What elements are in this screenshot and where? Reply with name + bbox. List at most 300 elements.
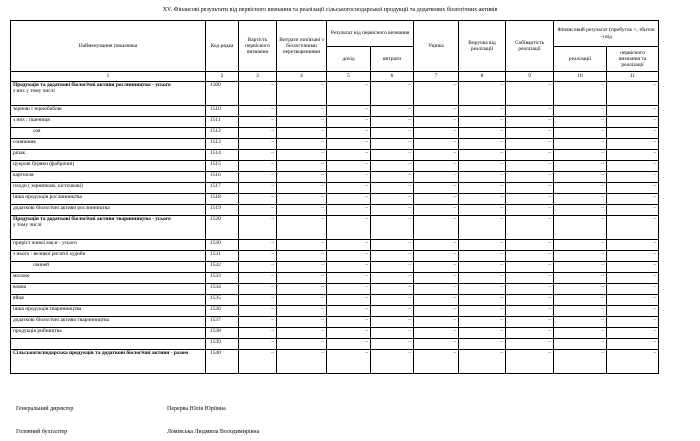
row-value: – (506, 251, 554, 262)
row-code: 1512 (206, 128, 239, 139)
row-value: – (459, 106, 506, 117)
row-value: – (371, 284, 414, 295)
row-value: – (371, 295, 414, 306)
row-value: – (554, 240, 607, 251)
row-value: – (554, 284, 607, 295)
column-number: 11 (607, 72, 659, 82)
row-value: – (371, 339, 414, 350)
header-result: Результат від первісного визнання (327, 21, 414, 47)
row-value: – (277, 251, 327, 262)
row-name (11, 205, 206, 216)
row-value: – (371, 306, 414, 317)
row-value: – (371, 205, 414, 216)
row-value: – (459, 117, 506, 128)
row-code: 1510 (206, 106, 239, 117)
table-row (11, 194, 659, 205)
row-value: – (371, 262, 414, 273)
row-value: – (414, 205, 459, 216)
row-value: – (554, 216, 607, 240)
row-code: 1536 (206, 306, 239, 317)
row-value: – (459, 82, 506, 106)
row-value: – (414, 284, 459, 295)
row-value: – (554, 139, 607, 150)
row-value: – (327, 328, 371, 339)
row-value: – (327, 339, 371, 350)
row-code: 1539 (206, 339, 239, 350)
row-name-text: соя (33, 128, 41, 134)
row-value: – (506, 128, 554, 139)
row-value: – (327, 240, 371, 251)
row-value: – (414, 251, 459, 262)
column-number: 3 (239, 72, 277, 82)
row-value: – (554, 117, 607, 128)
row-value: – (239, 284, 277, 295)
row-value: – (554, 306, 607, 317)
row-value: – (414, 295, 459, 306)
row-value: – (327, 106, 371, 117)
row-name-text: приріст живої маси - усього (13, 240, 77, 246)
financial-results-table (10, 20, 659, 374)
row-name-text: Продукція та додаткові біологічні активи тваринництва - усього (13, 216, 171, 222)
column-number: 7 (414, 72, 459, 82)
row-value: – (371, 350, 414, 374)
row-value: – (414, 128, 459, 139)
table-row (11, 284, 659, 295)
column-number: 10 (554, 72, 607, 82)
row-value: – (327, 128, 371, 139)
row-code: 1534 (206, 284, 239, 295)
row-value: – (414, 106, 459, 117)
table-row (11, 350, 659, 374)
row-value: – (506, 183, 554, 194)
row-value: – (554, 328, 607, 339)
row-value: – (371, 328, 414, 339)
row-value: – (459, 262, 506, 273)
table-row (11, 216, 659, 240)
row-value: – (239, 317, 277, 328)
row-value: – (607, 350, 659, 374)
row-value: – (239, 106, 277, 117)
row-value: – (239, 82, 277, 106)
row-value: – (277, 306, 327, 317)
row-name (11, 317, 206, 328)
row-value: – (506, 339, 554, 350)
table-row (11, 328, 659, 339)
row-value: – (554, 339, 607, 350)
row-value: – (459, 350, 506, 374)
row-value: – (506, 306, 554, 317)
row-code: 1516 (206, 172, 239, 183)
header-initial-sale: первісного визнання та реалізації (607, 47, 659, 72)
row-name (11, 295, 206, 306)
row-value: – (607, 161, 659, 172)
row-name (11, 262, 206, 273)
row-value: – (459, 317, 506, 328)
row-value: – (459, 284, 506, 295)
row-code: 1511 (206, 117, 239, 128)
row-value: – (554, 106, 607, 117)
row-value: – (459, 295, 506, 306)
row-name-text: інша продукція рослинництва (13, 194, 82, 200)
row-value: – (327, 150, 371, 161)
row-value: – (414, 150, 459, 161)
row-value: – (414, 339, 459, 350)
row-value: – (277, 172, 327, 183)
row-value: – (239, 328, 277, 339)
row-name (11, 82, 206, 106)
row-value: – (327, 295, 371, 306)
row-name (11, 128, 206, 139)
row-value: – (239, 262, 277, 273)
header-sale: реалізації (554, 47, 607, 72)
row-value: – (506, 139, 554, 150)
row-value: – (277, 128, 327, 139)
header-code: Код рядка (206, 21, 239, 72)
row-value: – (459, 273, 506, 284)
row-name (11, 161, 206, 172)
row-value: – (607, 262, 659, 273)
row-code: 1514 (206, 150, 239, 161)
row-value: – (277, 350, 327, 374)
row-name (11, 139, 206, 150)
row-value: – (506, 194, 554, 205)
row-code: 1520 (206, 216, 239, 240)
row-value: – (414, 139, 459, 150)
row-value: – (459, 194, 506, 205)
row-name (11, 106, 206, 117)
row-value: – (506, 205, 554, 216)
table-row (11, 150, 659, 161)
row-value: – (506, 150, 554, 161)
row-value: – (327, 183, 371, 194)
row-name-text: плоди ( зерняткові, кісточкові) (13, 183, 83, 189)
row-value: – (327, 251, 371, 262)
row-value: – (239, 161, 277, 172)
row-value: – (506, 317, 554, 328)
row-value: – (459, 339, 506, 350)
row-value: – (277, 262, 327, 273)
row-value: – (554, 295, 607, 306)
row-name (11, 194, 206, 205)
row-value: – (554, 317, 607, 328)
row-value: – (277, 161, 327, 172)
row-value: – (277, 205, 327, 216)
row-value: – (327, 317, 371, 328)
row-value: – (506, 106, 554, 117)
row-value: – (327, 82, 371, 106)
row-value: – (277, 106, 327, 117)
row-name (11, 328, 206, 339)
row-name-text: ріпак (13, 150, 26, 156)
row-value: – (239, 172, 277, 183)
row-value: – (327, 194, 371, 205)
table-row (11, 205, 659, 216)
table-row (11, 251, 659, 262)
row-value: – (371, 117, 414, 128)
row-value: – (607, 194, 659, 205)
row-value: – (327, 117, 371, 128)
row-code: 1519 (206, 205, 239, 216)
row-value: – (277, 295, 327, 306)
row-value: – (607, 328, 659, 339)
row-value: – (414, 350, 459, 374)
row-value: – (371, 150, 414, 161)
accountant-name: Ломівська Людмила Володимирівна (167, 429, 260, 435)
row-name (11, 306, 206, 317)
row-value: – (239, 350, 277, 374)
row-code: 1515 (206, 161, 239, 172)
row-name (11, 117, 206, 128)
column-number: 9 (506, 72, 554, 82)
row-value: – (327, 216, 371, 240)
row-value: – (506, 161, 554, 172)
row-value: – (239, 139, 277, 150)
row-value: – (239, 240, 277, 251)
row-name-text: цукрові буряки (фабричні) (13, 161, 75, 167)
row-value: – (414, 306, 459, 317)
table-row (11, 306, 659, 317)
row-name (11, 273, 206, 284)
row-value: – (371, 172, 414, 183)
row-value: – (371, 216, 414, 240)
row-name (11, 240, 206, 251)
row-value: – (506, 350, 554, 374)
row-value: – (371, 240, 414, 251)
table-row (11, 161, 659, 172)
page-title: XV. Фінансові результати від первісного визнання та реалізації сільськогосподарської продукції та додаткових біологічних активів (162, 7, 498, 13)
table-row (11, 339, 659, 350)
row-value: – (371, 317, 414, 328)
row-value: – (327, 262, 371, 273)
row-value: – (607, 216, 659, 240)
row-value: – (239, 128, 277, 139)
row-value: – (239, 183, 277, 194)
row-value: – (371, 82, 414, 106)
header-cost: Вартість первісного визнання (239, 21, 277, 72)
row-value: – (607, 240, 659, 251)
column-number: 8 (459, 72, 506, 82)
header-name: Найменування показника (11, 21, 206, 72)
row-value: – (554, 205, 607, 216)
table-row (11, 172, 659, 183)
row-value: – (327, 205, 371, 216)
row-value: – (277, 284, 327, 295)
row-value: – (327, 306, 371, 317)
row-value: – (506, 284, 554, 295)
table-row (11, 295, 659, 306)
row-value: – (277, 216, 327, 240)
row-name-text: додаткові біологічні активи тваринництва (13, 317, 109, 323)
row-name-text: соняшник (13, 139, 36, 145)
row-value: – (554, 273, 607, 284)
table-row (11, 82, 659, 106)
row-value: – (506, 172, 554, 183)
row-value: – (239, 295, 277, 306)
row-name (11, 350, 206, 374)
row-name (11, 183, 206, 194)
row-value: – (277, 150, 327, 161)
table-row (11, 262, 659, 273)
row-value: – (459, 172, 506, 183)
row-value: – (371, 251, 414, 262)
row-value: – (554, 183, 607, 194)
row-value: – (459, 328, 506, 339)
row-value: – (554, 350, 607, 374)
row-value: – (327, 273, 371, 284)
row-name-text: яйця (13, 295, 24, 301)
row-value: – (607, 172, 659, 183)
header-selfcost: Собівартість реалізації (506, 21, 554, 72)
row-value: – (607, 205, 659, 216)
row-value: – (414, 183, 459, 194)
table-row (11, 128, 659, 139)
row-name (11, 251, 206, 262)
row-code: 1513 (206, 139, 239, 150)
row-value: – (371, 139, 414, 150)
row-value: – (459, 306, 506, 317)
row-value: – (554, 82, 607, 106)
row-code: 1517 (206, 183, 239, 194)
row-value: – (459, 161, 506, 172)
row-value: – (277, 339, 327, 350)
row-value: – (414, 216, 459, 240)
row-value: – (239, 251, 277, 262)
row-value: – (506, 240, 554, 251)
row-value: – (607, 284, 659, 295)
header-finres: Фінансовий результат (прибуток +, збиток -) від (554, 21, 659, 47)
row-value: – (506, 82, 554, 106)
row-value: – (554, 262, 607, 273)
row-value: – (277, 194, 327, 205)
row-value: – (239, 194, 277, 205)
row-value: – (239, 216, 277, 240)
row-value: – (414, 317, 459, 328)
row-value: – (327, 161, 371, 172)
header-revenue: Виручка від реалізації (459, 21, 506, 72)
row-value: – (371, 183, 414, 194)
row-value: – (607, 339, 659, 350)
row-code: 1530 (206, 240, 239, 251)
header-expenses: Витрати пов'язані з біологічними перетвореннями (277, 21, 327, 72)
row-value: – (239, 150, 277, 161)
row-value: – (506, 117, 554, 128)
row-code: 1540 (206, 350, 239, 374)
row-value: – (414, 172, 459, 183)
row-value: – (459, 205, 506, 216)
row-name-text: з них : пшениця (13, 117, 50, 123)
row-value: – (459, 216, 506, 240)
row-value: – (459, 251, 506, 262)
row-value: – (277, 139, 327, 150)
row-name (11, 284, 206, 295)
row-value: – (459, 139, 506, 150)
row-value: – (506, 262, 554, 273)
row-value: – (607, 317, 659, 328)
row-name (11, 150, 206, 161)
header-markdown: Уцінка (414, 21, 459, 72)
row-value: – (371, 273, 414, 284)
column-number: 1 (11, 72, 206, 82)
row-value: – (459, 240, 506, 251)
row-name-text: продукція рибництва (13, 328, 62, 334)
row-code: 1500 (206, 82, 239, 106)
column-numbers-row (11, 72, 659, 82)
header-income: дохід (327, 47, 371, 72)
row-value: – (607, 117, 659, 128)
row-value: – (607, 139, 659, 150)
row-name (11, 172, 206, 183)
row-value: – (506, 295, 554, 306)
row-value: – (239, 273, 277, 284)
row-name-text: молоко (13, 273, 30, 279)
row-value: – (277, 82, 327, 106)
row-value: – (554, 172, 607, 183)
row-code: 1533 (206, 273, 239, 284)
row-value: – (607, 295, 659, 306)
row-value: – (277, 240, 327, 251)
column-number: 4 (277, 72, 327, 82)
row-value: – (414, 161, 459, 172)
row-value: – (327, 350, 371, 374)
row-value: – (414, 273, 459, 284)
row-value: – (607, 82, 659, 106)
table-row (11, 273, 659, 284)
row-name-text: Сільськогосподарська продукція та додаткові біологічні активи - разом (13, 350, 188, 356)
row-value: – (607, 251, 659, 262)
row-name-text: додаткові біологічні активи рослинництва (13, 205, 110, 211)
row-value: – (414, 194, 459, 205)
row-value: – (414, 117, 459, 128)
row-name-text: свиней (33, 262, 49, 268)
row-value: – (506, 273, 554, 284)
row-value: – (327, 172, 371, 183)
accountant-label: Головний бухгалтер (16, 429, 68, 435)
row-name-text: з нього : великої рогатої худоби (13, 251, 86, 257)
row-value: – (414, 328, 459, 339)
row-value: – (371, 194, 414, 205)
row-name-text: зернові і зернобобові (13, 106, 62, 112)
column-number: 6 (371, 72, 414, 82)
table-row (11, 106, 659, 117)
row-code: 1537 (206, 317, 239, 328)
row-code: 1532 (206, 262, 239, 273)
row-value: – (554, 128, 607, 139)
row-value: – (506, 216, 554, 240)
column-number: 5 (327, 72, 371, 82)
row-value: – (414, 262, 459, 273)
row-value: – (607, 183, 659, 194)
row-value: – (554, 194, 607, 205)
row-value: – (554, 251, 607, 262)
row-value: – (459, 128, 506, 139)
row-value: – (239, 306, 277, 317)
row-value: – (414, 240, 459, 251)
column-number: 2 (206, 72, 239, 82)
row-subtitle: у тому числі (13, 222, 42, 229)
header-costs: витрати (371, 47, 414, 72)
director-name: Перерва Юлія Юріївна (167, 406, 226, 412)
row-value: – (327, 139, 371, 150)
row-value: – (239, 339, 277, 350)
row-value: – (371, 106, 414, 117)
row-subtitle: з них у тому числі (13, 88, 55, 95)
row-code: 1531 (206, 251, 239, 262)
row-code: 1538 (206, 328, 239, 339)
row-name-text: інша продукція тваринництва (13, 306, 82, 312)
row-value: – (459, 183, 506, 194)
row-value: – (459, 150, 506, 161)
row-name-text: картопля (13, 172, 34, 178)
